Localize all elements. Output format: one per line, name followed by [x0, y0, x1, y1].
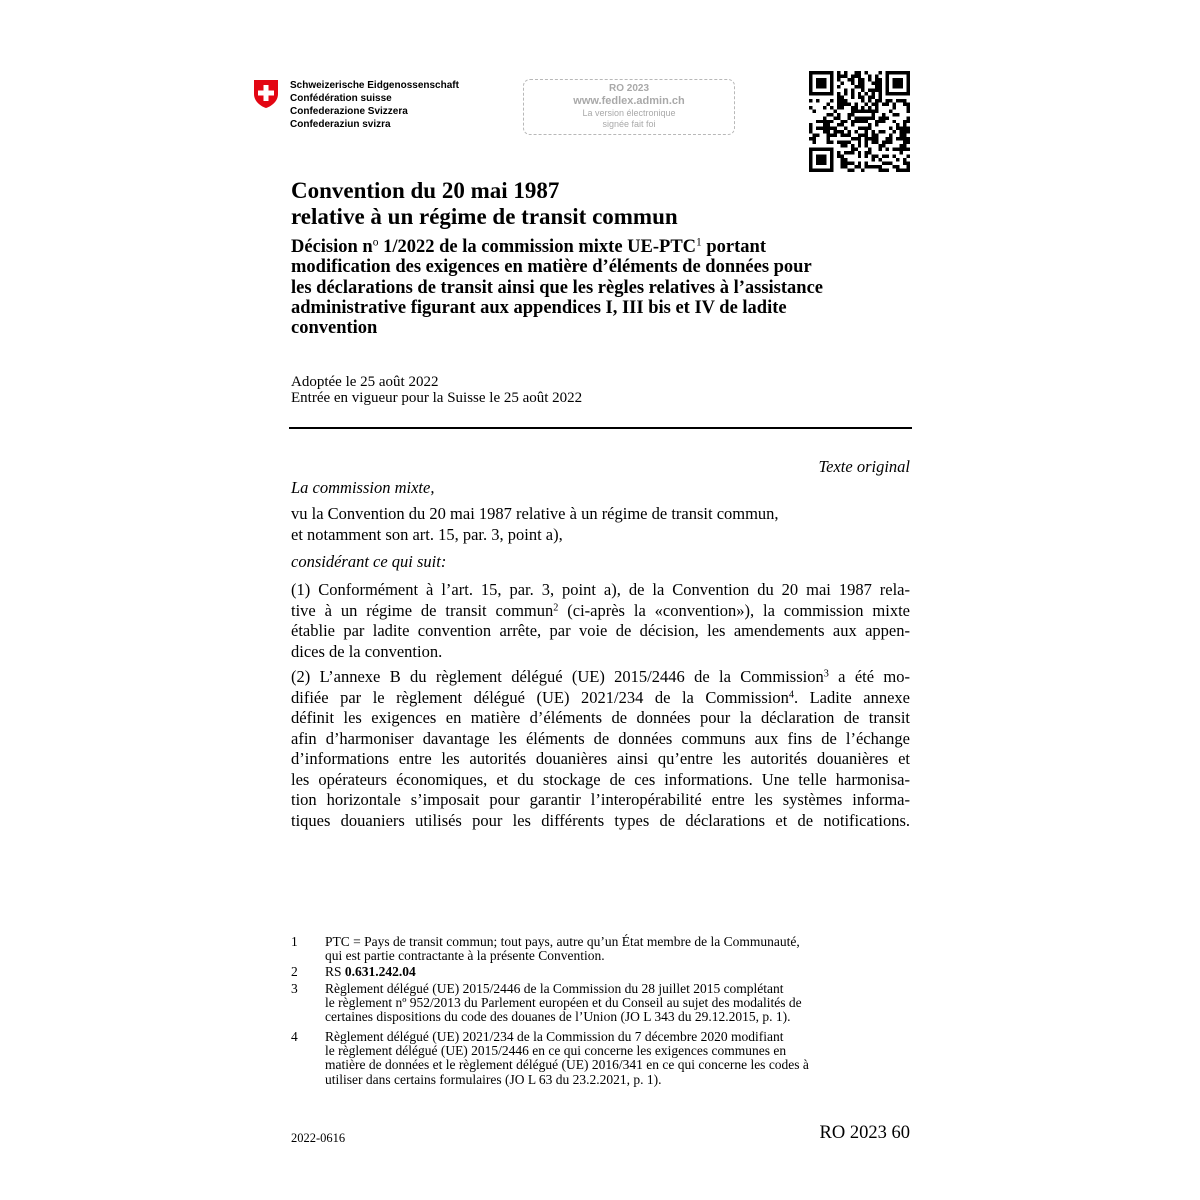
- in-force-date: Entrée en vigueur pour la Suisse le 25 août 2022: [291, 390, 583, 406]
- original-text-label: Texte original: [818, 457, 910, 476]
- commission-heading: La commission mixte,: [291, 478, 435, 497]
- footnote-line: qui est partie contractante à la présente Convention.: [325, 948, 605, 964]
- confederation-name-de: Schweizerische Eidgenossenschaft: [290, 80, 459, 91]
- page-reference: RO 2023 60: [819, 1123, 910, 1143]
- footnote-line: certaines dispositions du code des douanes de l’Union (JO L 343 du 29.12.2015, p. 1).: [325, 1009, 791, 1025]
- recital-1-line: établie par ladite convention arrête, par voie de décision, les amendements aux appen-: [291, 621, 910, 640]
- decision-title-line-4: administrative figurant aux appendices I, III bis et IV de ladite: [291, 297, 787, 318]
- stamp-note-1: La version électronique: [582, 108, 676, 118]
- stamp-url: www.fedlex.admin.ch: [573, 95, 685, 107]
- authenticity-stamp: [523, 79, 735, 135]
- vu-line-1: vu la Convention du 20 mai 1987 relative à un régime de transit commun,: [291, 504, 779, 523]
- document-title: [291, 178, 678, 230]
- footnote-ref-2: 2: [553, 601, 559, 613]
- vu-clause: [291, 504, 910, 545]
- footnote-line: matière de données et le règlement délégué (UE) 2016/341 en ce qui concerne les codes à: [325, 1057, 809, 1073]
- footnote-number: 2: [291, 964, 298, 979]
- stamp-note-2: signée fait foi: [602, 119, 656, 129]
- footnote-line: Règlement délégué (UE) 2015/2446 de la Commission du 28 juillet 2015 complétant: [325, 981, 784, 996]
- recital-2-line: tiques douaniers utilisés pour les différents types de déclarations et de notifications.: [291, 810, 910, 830]
- qr-code-icon: [809, 71, 910, 172]
- decision-title-line-1: Décision $n^o$ 1/2022 de la commission mixte UE-PTC$^1$ portant: [291, 236, 766, 257]
- footnote-rs-prefix: RS: [325, 964, 345, 979]
- footnote-line: le règlement délégué (UE) 2015/2446 en ce qui concerne les exigences communes en: [325, 1043, 787, 1059]
- recital-1-line: dices de la convention.: [291, 641, 443, 661]
- adopted-date: Adoptée le 25 août 2022: [291, 374, 439, 390]
- recital-2-line: définit les exigences en matière d’éléments de données pour la déclaration de transit: [291, 708, 910, 727]
- footnote-rs-number[interactable]: 0.631.242.04: [344, 964, 416, 979]
- footnote-line: PTC = Pays de transit commun; tout pays, autre qu’un État membre de la Communauté,: [325, 934, 800, 949]
- footnote-ref-1: 1: [696, 236, 702, 249]
- decision-title: [291, 237, 823, 338]
- recital-2-line: d’informations entre les autorités douanières ainsi qu’entre les autorités douanières et: [291, 749, 910, 768]
- title-line-1: Convention du 20 mai 1987: [291, 178, 560, 203]
- recital-1-line: tive à un régime de transit commun$^2$ (ci-après la «convention»), la commission mixte: [291, 600, 910, 620]
- recital-2-line: les opérateurs économiques, et du stockage de ces informations. Une telle harmonisa-: [291, 769, 910, 789]
- recital-2: [291, 667, 910, 831]
- decision-title-line-2: modification des exigences en matière d’éléments de données pour: [291, 257, 812, 278]
- footnote-number: 1: [291, 934, 298, 949]
- recital-2-line: difiée par le règlement délégué (UE) 2021/234 de la Commission$^4$. Ladite annexe: [291, 687, 910, 707]
- title-line-2: relative à un régime de transit commun: [291, 204, 678, 229]
- document-dates: [291, 374, 582, 406]
- swiss-crest-icon: [253, 79, 279, 109]
- title-divider: [289, 427, 912, 429]
- recital-1-line: (1) Conformément à l’art. 15, par. 3, point a), de la Convention du 20 mai 1987 rela-: [291, 580, 910, 599]
- stamp-ro-label: RO 2023: [608, 83, 650, 94]
- decision-title-line-3: les déclarations de transit ainsi que les règles relatives à l’assistance: [291, 277, 823, 298]
- recital-2-line: tion horizontale s’imposait pour garantir l’interopérabilité entre les systèmes informa-: [291, 790, 910, 809]
- footnote-line: utiliser dans certains formulaires (JO L 63 du 23.2.2021, p. 1).: [325, 1071, 662, 1087]
- footnote-ref-3: 3: [823, 668, 829, 680]
- footnote-number: 4: [291, 1029, 298, 1044]
- footnote-ref-4: 4: [788, 688, 794, 700]
- confederation-name-fr: Confédération suisse: [290, 93, 392, 104]
- footnote-number: 3: [291, 981, 298, 996]
- recital-1: [291, 580, 910, 662]
- footnote-line: le règlement nº 952/2013 du Parlement européen et du Conseil au sujet des modalités de: [325, 995, 802, 1011]
- vu-line-2: et notamment son art. 15, par. 3, point a),: [291, 524, 563, 544]
- footnote-line: Règlement délégué (UE) 2021/234 de la Commission du 7 décembre 2020 modifiant: [325, 1029, 784, 1044]
- recital-2-line: afin d’harmoniser davantage les éléments de données communs aux fins de l’échange: [291, 728, 910, 748]
- recital-2-line: (2) L’annexe B du règlement délégué (UE) 2015/2446 de la Commission$^3$ a été mo-: [291, 667, 910, 686]
- confederation-name-rm: Confederaziun svizra: [290, 119, 391, 130]
- confederation-names: [290, 79, 459, 131]
- decision-title-line-5: convention: [291, 318, 378, 339]
- confederation-name-it: Confederazione Svizzera: [290, 106, 408, 117]
- document-id: 2022-0616: [291, 1131, 346, 1145]
- considerant-heading: considérant ce qui suit:: [291, 552, 447, 571]
